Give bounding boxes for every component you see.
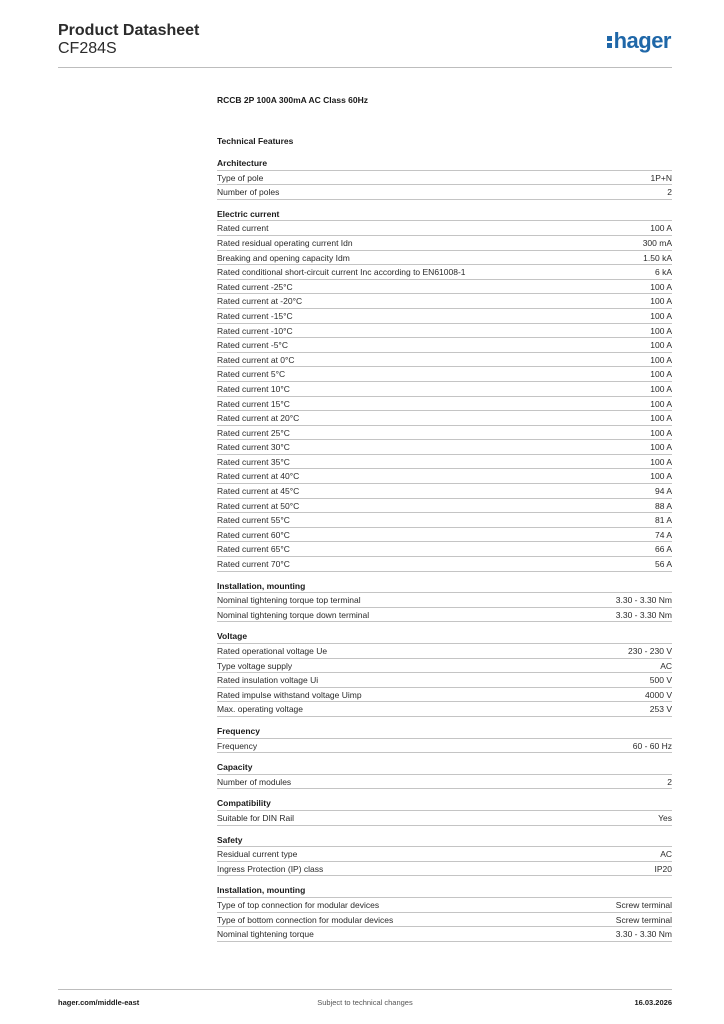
spec-row — [217, 702, 672, 717]
spec-row — [217, 397, 672, 412]
section-title: Voltage — [217, 630, 672, 644]
spec-label: Number of modules — [217, 776, 292, 787]
spec-row — [217, 324, 672, 339]
spec-row — [217, 455, 672, 470]
document-header — [58, 22, 199, 58]
spec-row — [217, 811, 672, 826]
spec-row — [217, 411, 672, 426]
section-title: Installation, mounting — [217, 580, 672, 594]
spec-value: 100 A — [650, 442, 672, 453]
feature-section — [217, 208, 672, 572]
spec-row — [217, 309, 672, 324]
logo-text: hager — [613, 28, 671, 53]
spec-label: Rated current 70°C — [217, 559, 290, 570]
spec-row — [217, 513, 672, 528]
logo-mark-icon — [607, 34, 612, 48]
spec-row — [217, 913, 672, 928]
spec-value: AC — [660, 660, 672, 671]
spec-row — [217, 426, 672, 441]
spec-value: Screw terminal — [615, 914, 672, 925]
spec-row — [217, 608, 672, 623]
spec-value: 3.30 - 3.30 Nm — [615, 929, 672, 940]
spec-row — [217, 862, 672, 877]
spec-value: 74 A — [654, 529, 672, 540]
spec-value: 100 A — [650, 398, 672, 409]
spec-label: Rated current 30°C — [217, 442, 290, 453]
section-title: Frequency — [217, 725, 672, 739]
spec-value: 300 mA — [642, 237, 672, 248]
spec-label: Number of poles — [217, 187, 280, 198]
spec-value: Yes — [658, 812, 672, 823]
feature-section — [217, 761, 672, 789]
spec-row — [217, 659, 672, 674]
spec-value: 6 kA — [654, 267, 672, 278]
spec-row — [217, 185, 672, 200]
spec-label: Residual current type — [217, 849, 298, 860]
spec-row — [217, 265, 672, 280]
footer-website: hager.com/middle-east — [58, 998, 140, 1007]
spec-label: Rated residual operating current Idn — [217, 237, 353, 248]
spec-row — [217, 221, 672, 236]
spec-label: Frequency — [217, 740, 258, 751]
spec-label: Nominal tightening torque top terminal — [217, 595, 361, 606]
footer-date: 16.03.2026 — [634, 998, 672, 1007]
section-title: Capacity — [217, 761, 672, 775]
spec-label: Rated current at 20°C — [217, 413, 300, 424]
spec-label: Nominal tightening torque — [217, 929, 314, 940]
technical-features-heading: Technical Features — [217, 136, 294, 146]
spec-row — [217, 236, 672, 251]
spec-row — [217, 673, 672, 688]
spec-value: 100 A — [650, 296, 672, 307]
spec-value: 100 A — [650, 310, 672, 321]
spec-value: 100 A — [650, 427, 672, 438]
spec-label: Type of top connection for modular devices — [217, 899, 380, 910]
spec-row — [217, 469, 672, 484]
spec-value: 60 - 60 Hz — [632, 740, 672, 751]
spec-value: 3.30 - 3.30 Nm — [615, 609, 672, 620]
feature-section — [217, 797, 672, 825]
spec-label: Max. operating voltage — [217, 704, 303, 715]
product-name: RCCB 2P 100A 300mA AC Class 60Hz — [217, 95, 369, 105]
spec-value: 2 — [667, 187, 672, 198]
section-title: Electric current — [217, 208, 672, 222]
spec-label: Nominal tightening torque down terminal — [217, 609, 370, 620]
section-title: Architecture — [217, 157, 672, 171]
spec-row — [217, 338, 672, 353]
spec-value: 500 V — [649, 675, 672, 686]
datasheet-content — [217, 94, 672, 950]
spec-row — [217, 927, 672, 942]
spec-label: Type of pole — [217, 172, 264, 183]
spec-label: Ingress Protection (IP) class — [217, 863, 324, 874]
spec-row — [217, 294, 672, 309]
spec-value: Screw terminal — [615, 899, 672, 910]
feature-section — [217, 834, 672, 877]
spec-value: 100 A — [650, 223, 672, 234]
feature-section — [217, 580, 672, 623]
spec-label: Rated insulation voltage Ui — [217, 675, 319, 686]
product-code: CF284S — [58, 40, 117, 57]
feature-section — [217, 157, 672, 200]
spec-value: 66 A — [654, 544, 672, 555]
spec-row — [217, 688, 672, 703]
spec-row — [217, 528, 672, 543]
spec-label: Rated current — [217, 223, 269, 234]
spec-label: Type voltage supply — [217, 660, 293, 671]
spec-label: Rated current -15°C — [217, 310, 293, 321]
feature-section — [217, 884, 672, 941]
spec-value: 100 A — [650, 413, 672, 424]
spec-value: IP20 — [654, 863, 672, 874]
spec-label: Rated current 25°C — [217, 427, 290, 438]
spec-value: 253 V — [649, 704, 672, 715]
spec-label: Rated current -10°C — [217, 325, 293, 336]
spec-value: 100 A — [650, 281, 672, 292]
spec-row — [217, 542, 672, 557]
spec-row — [217, 280, 672, 295]
spec-label: Rated current 10°C — [217, 383, 290, 394]
hager-logo — [607, 30, 671, 52]
spec-label: Rated current 15°C — [217, 398, 290, 409]
spec-row — [217, 484, 672, 499]
spec-value: 230 - 230 V — [628, 646, 672, 656]
spec-label: Rated current 55°C — [217, 515, 290, 526]
spec-value: 94 A — [654, 486, 672, 497]
spec-label: Rated current 35°C — [217, 456, 290, 467]
spec-label: Rated current 60°C — [217, 529, 290, 540]
spec-value: 2 — [667, 776, 672, 787]
spec-row — [217, 171, 672, 186]
spec-label: Suitable for DIN Rail — [217, 812, 295, 823]
spec-label: Rated current at -20°C — [217, 296, 303, 307]
spec-value: 88 A — [654, 500, 672, 511]
spec-row — [217, 382, 672, 397]
spec-label: Rated current 5°C — [217, 369, 286, 380]
spec-row — [217, 440, 672, 455]
document-title: Product Datasheet — [58, 22, 200, 39]
spec-value: 100 A — [650, 456, 672, 467]
spec-row — [217, 847, 672, 862]
spec-label: Rated conditional short-circuit current Inc according to EN61008-1 — [217, 267, 466, 278]
spec-label: Rated current at 50°C — [217, 500, 300, 511]
spec-value: 56 A — [654, 559, 672, 570]
feature-sections — [217, 157, 672, 942]
spec-row — [217, 739, 672, 754]
footer-divider — [58, 989, 672, 990]
feature-section — [217, 725, 672, 753]
footer-notice: Subject to technical changes — [317, 998, 413, 1007]
spec-label: Rated current -25°C — [217, 281, 293, 292]
spec-value: 100 A — [650, 354, 672, 365]
spec-value: 81 A — [654, 515, 672, 526]
spec-row — [217, 593, 672, 608]
spec-row — [217, 353, 672, 368]
spec-value: 1.50 kA — [643, 252, 672, 263]
spec-label: Rated current at 40°C — [217, 471, 300, 482]
section-title: Installation, mounting — [217, 884, 672, 898]
spec-label: Rated current 65°C — [217, 544, 290, 555]
spec-row — [217, 251, 672, 266]
spec-label: Rated current -5°C — [217, 340, 288, 351]
spec-label: Breaking and opening capacity Idm — [217, 252, 350, 263]
section-title: Compatibility — [217, 797, 672, 811]
header-divider — [58, 67, 672, 68]
spec-value: 100 A — [650, 471, 672, 482]
page-footer — [58, 998, 672, 1010]
spec-row — [217, 557, 672, 572]
spec-value: AC — [660, 849, 672, 860]
spec-value: 4000 V — [645, 689, 672, 700]
spec-value: 100 A — [650, 369, 672, 380]
spec-row — [217, 898, 672, 913]
spec-value: 100 A — [650, 383, 672, 394]
spec-label: Type of bottom connection for modular devices — [217, 914, 394, 925]
spec-row — [217, 775, 672, 790]
spec-label: Rated current at 0°C — [217, 354, 295, 365]
spec-value: 1P+N — [650, 172, 672, 183]
section-title: Safety — [217, 834, 672, 848]
spec-value: 100 A — [650, 340, 672, 351]
spec-label: Rated current at 45°C — [217, 486, 300, 497]
feature-section — [217, 630, 672, 717]
spec-row — [217, 499, 672, 514]
spec-value: 3.30 - 3.30 Nm — [615, 595, 672, 606]
spec-row — [217, 644, 672, 659]
spec-row — [217, 367, 672, 382]
spec-value: 100 A — [650, 325, 672, 336]
spec-label: Rated impulse withstand voltage Uimp — [217, 689, 362, 700]
spec-label: Rated operational voltage Ue — [217, 646, 328, 656]
